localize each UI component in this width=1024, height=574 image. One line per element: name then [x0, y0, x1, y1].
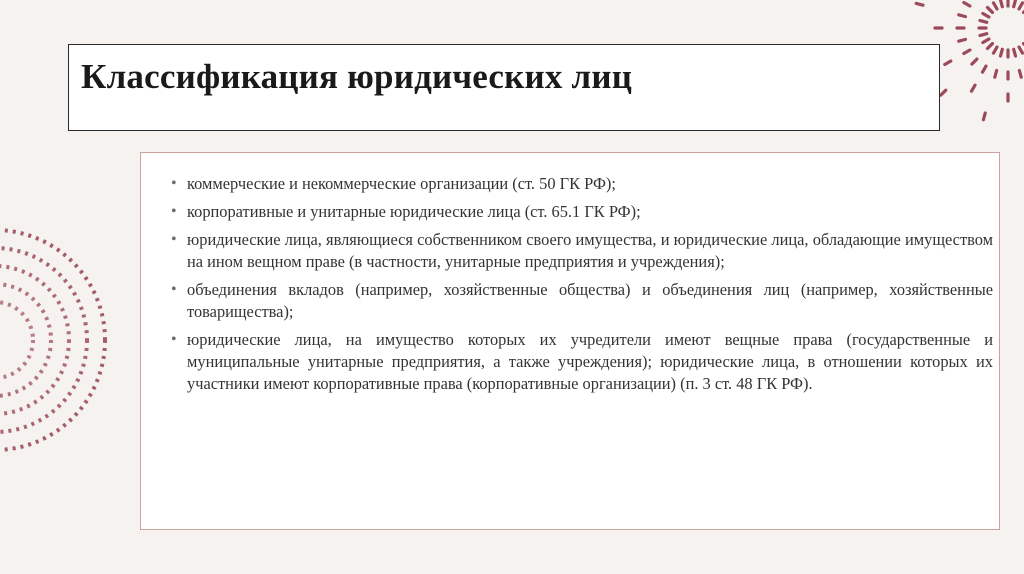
- bullet-list: [171, 173, 993, 401]
- bullet-item: • юридические лица, на имущество которых их учредители имеют вещные права (государственные и муниципальные унитарные предприятия, а также учреждения); юридические лица, в отношении которых их участники имеют корпоративные права (корпоративные организации) (п. 3 ст. 48 ГК РФ).: [171, 329, 993, 395]
- content-box: [140, 152, 1000, 530]
- slide-title: Классификация юридических лиц: [81, 57, 633, 96]
- title-box: [68, 44, 940, 131]
- bullet-item: • юридические лица, являющиеся собственником своего имущества, и юридические лица, обладающие имуществом на ином вещном праве (в частности, унитарные предприятия и учреждения);: [171, 229, 993, 273]
- bullet-item: • коммерческие и некоммерческие организации (ст. 50 ГК РФ);: [171, 173, 993, 195]
- dotted-rings-decoration-left: [0, 215, 130, 465]
- bullet-item: • корпоративные и унитарные юридические лица (ст. 65.1 ГК РФ);: [171, 201, 993, 223]
- bullet-item: • объединения вкладов (например, хозяйственные общества) и объединения лиц (например, хозяйственные товарищества);: [171, 279, 993, 323]
